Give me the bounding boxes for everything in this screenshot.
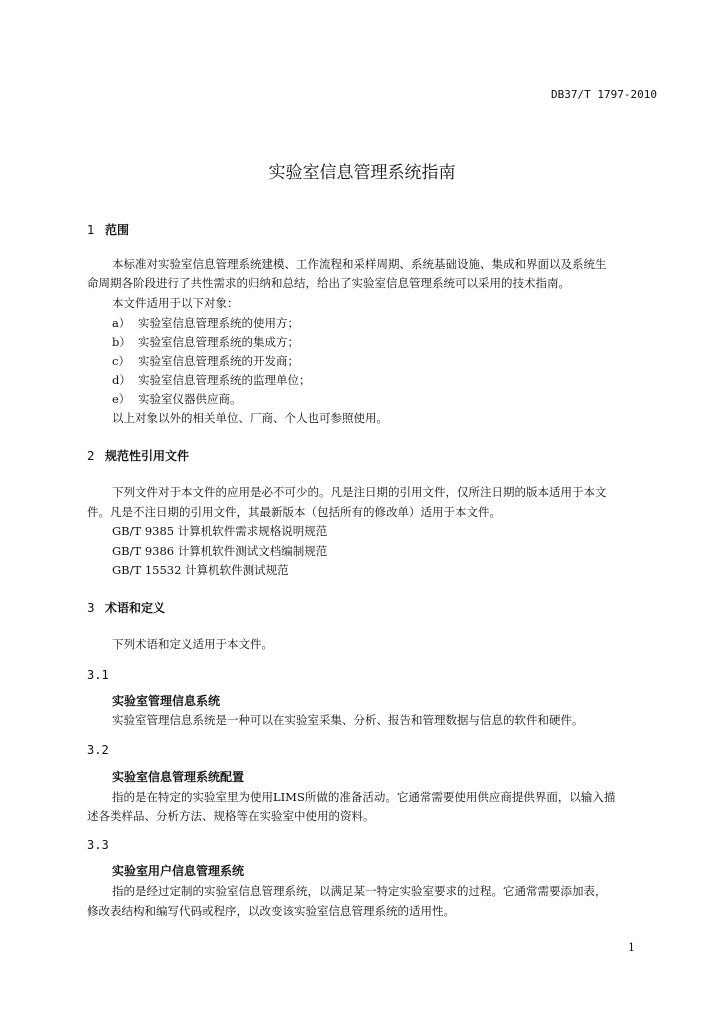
term-definition: 指的是在特定的实验室里为使用LIMS所做的准备活动。它通常需要使用供应商提供界面，以输入描 [112, 790, 616, 804]
list-item [112, 313, 299, 333]
section-title: 术语和定义 [105, 601, 166, 615]
list-item-text: 实验室信息管理系统的集成方； [138, 335, 299, 349]
section-2-heading [87, 447, 189, 464]
reference-item: GB/T 9385 计算机软件需求规格说明规范 [112, 524, 328, 538]
list-item-label: b） [112, 335, 131, 349]
section-1-heading [87, 221, 129, 238]
list-item [112, 332, 299, 352]
paragraph: 下列文件对于本文件的应用是必不可少的。凡是注日期的引用文件，仅所注日期的版本适用于本文 [112, 485, 607, 499]
page-number: 1 [628, 941, 635, 954]
section-number: 3 [87, 601, 95, 615]
list-item-text: 实验室信息管理系统的监理单位； [138, 373, 311, 387]
term-title: 实验室用户信息管理系统 [112, 864, 245, 878]
term-title: 实验室信息管理系统配置 [112, 770, 245, 784]
section-number: 2 [87, 449, 95, 463]
list-item-text: 实验室信息管理系统的使用方； [138, 316, 299, 330]
term-definition: 指的是经过定制的实验室信息管理系统，以满足某一特定实验室要求的过程。它通常需要添加表， [112, 884, 607, 898]
clause-number: 3.1 [87, 668, 109, 682]
reference-item: GB/T 9386 计算机软件测试文档编制规范 [112, 544, 328, 558]
paragraph: 件。凡是不注日期的引用文件，其最新版本（包括所有的修改单）适用于本文件。 [87, 505, 501, 519]
section-3-heading [87, 599, 165, 616]
list-item-label: d） [112, 373, 131, 387]
term-definition: 实验室管理信息系统是一种可以在实验室采集、分析、报告和管理数据与信息的软件和硬件。 [112, 713, 584, 727]
list-item-label: a） [112, 316, 131, 330]
list-item-text: 实验室仪器供应商。 [138, 392, 242, 406]
list-item-text: 实验室信息管理系统的开发商； [138, 354, 299, 368]
list-item [112, 370, 311, 390]
term-definition: 述各类样品、分析方法、规格等在实验室中使用的资料。 [87, 809, 375, 823]
list-item-label: e） [112, 392, 131, 406]
reference-item: GB/T 15532 计算机软件测试规范 [112, 563, 289, 577]
document-title: 实验室信息管理系统指南 [268, 163, 456, 183]
section-title: 规范性引用文件 [105, 449, 190, 463]
paragraph: 命周期各阶段进行了共性需求的归纳和总结，给出了实验室信息管理系统可以采用的技术指南。 [87, 276, 570, 290]
term-title: 实验室管理信息系统 [112, 694, 221, 708]
section-number: 1 [87, 223, 95, 237]
section-title: 范围 [105, 223, 130, 237]
paragraph: 本标准对实验室信息管理系统建模、工作流程和采样周期、系统基础设施、集成和界面以及系统生 [112, 257, 607, 271]
term-definition: 修改表结构和编写代码或程序，以改变该实验室信息管理系统的适用性。 [87, 904, 455, 918]
paragraph: 以上对象以外的相关单位、厂商、个人也可参照使用。 [112, 411, 388, 425]
paragraph: 本文件适用于以下对象： [112, 296, 239, 310]
paragraph: 下列术语和定义适用于本文件。 [112, 637, 273, 651]
list-item-label: c） [112, 354, 130, 368]
list-item [112, 351, 299, 371]
clause-number: 3.2 [87, 743, 109, 757]
clause-number: 3.3 [87, 838, 109, 852]
list-item [112, 389, 242, 409]
document-code: DB37/T 1797-2010 [551, 88, 657, 101]
